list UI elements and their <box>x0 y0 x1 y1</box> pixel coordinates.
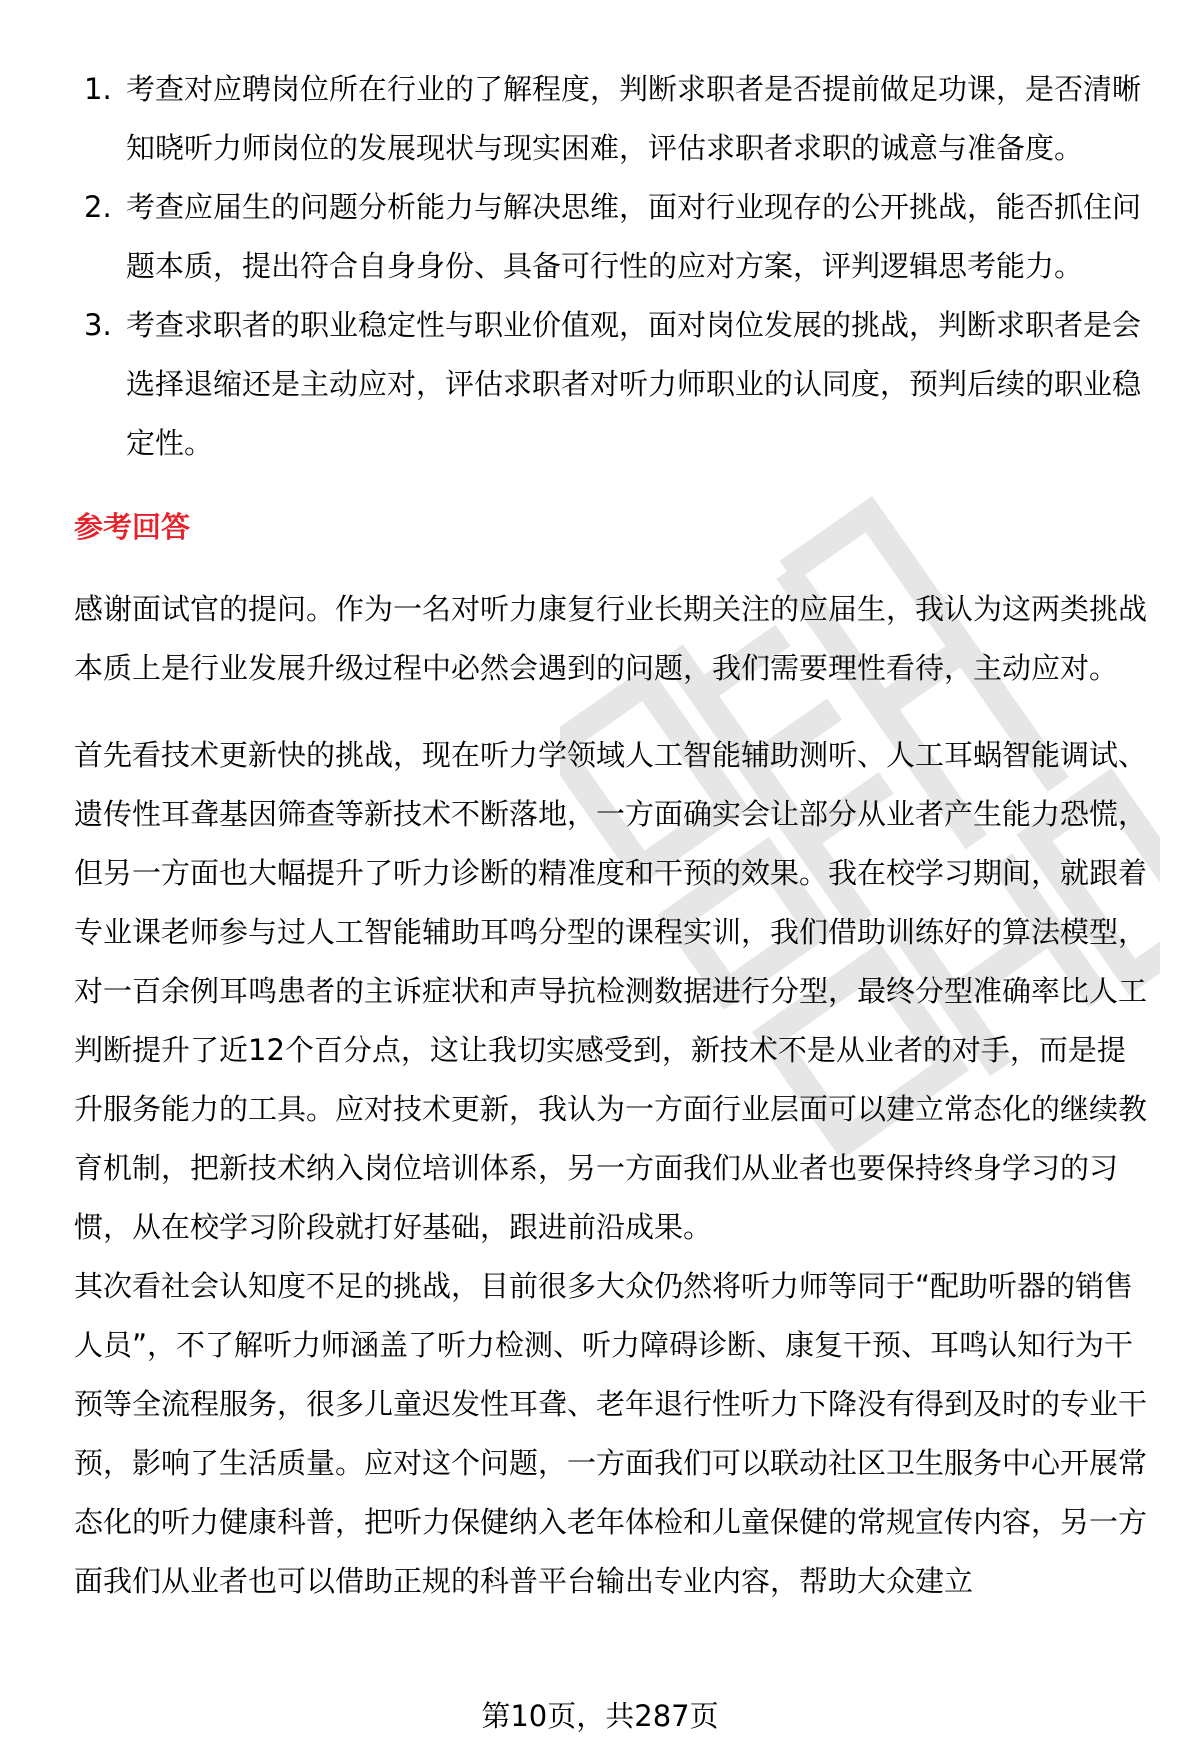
evaluation-points-list <box>74 60 1154 473</box>
page-number-footer: 第10页，共287页 <box>481 1699 719 1733</box>
list-item-text: 考查应届生的问题分析能力与解决思维，面对行业现存的公开挑战，能否抓住问题本质，提出符合自身身份、具备可行性的应对方案，评判逻辑思考能力。 <box>126 190 1142 283</box>
list-item-number: 2. <box>84 190 112 224</box>
list-item-text: 考查求职者的职业稳定性与职业价值观，面对岗位发展的挑战，判断求职者是会选择退缩还是主动应对，评估求职者对听力师职业的认同度，预判后续的职业稳定性。 <box>126 308 1142 460</box>
answer-paragraph-technology: 首先看技术更新快的挑战，现在听力学领域人工智能辅助测听、人工耳蜗智能调试、遗传性耳聋基因筛查等新技术不断落地，一方面确实会让部分从业者产生能力恐慌，但另一方面也大幅提升了听力诊断的精准度和干预的效果。我在校学习期间，就跟着专业课老师参与过人工智能辅助耳鸣分型的课程实训，我们借助训练好的算法模型，对一百余例耳鸣患者的主诉症状和声导抗检测数据进行分型，最终分型准确率比人工判断提升了近12个百分点，这让我切实感受到，新技术不是从业者的对手，而是提升服务能力的工具。应对技术更新，我认为一方面行业层面可以建立常态化的继续教育机制，把新技术纳入岗位培训体系，另一方面我们从业者也要保持终身学习的习惯，从在校学习阶段就打好基础，跟进前沿成果。 <box>74 738 1148 1244</box>
list-item-text: 考查对应聘岗位所在行业的了解程度，判断求职者是否提前做足功课，是否清晰知晓听力师岗位的发展现状与现实困难，评估求职者求职的诚意与准备度。 <box>126 72 1142 165</box>
document-body <box>74 60 1154 1611</box>
list-item <box>74 178 1154 296</box>
list-item <box>74 296 1154 473</box>
answer-paragraph-awareness: 其次看社会认知度不足的挑战，目前很多大众仍然将听力师等同于“配助听器的销售人员”，不了解听力师涵盖了听力检测、听力障碍诊断、康复干预、耳鸣认知行为干预等全流程服务，很多儿童迟发性耳聋、老年退行性听力下降没有得到及时的专业干预，影响了生活质量。应对这个问题，一方面我们可以联动社区卫生服务中心开展常态化的听力健康科普，把听力保健纳入老年体检和儿童保健的常规宣传内容，另一方面我们从业者也可以借助正规的科普平台输出专业内容，帮助大众建立 <box>74 1269 1148 1598</box>
list-item-number: 3. <box>84 308 112 342</box>
section-heading-reference-answer: 参考回答 <box>74 510 191 544</box>
answer-paragraph-intro: 感谢面试官的提问。作为一名对听力康复行业长期关注的应届生，我认为这两类挑战本质上是行业发展升级过程中必然会遇到的问题，我们需要理性看待，主动应对。 <box>74 592 1148 685</box>
list-item-number: 1. <box>84 72 112 106</box>
list-item <box>74 60 1154 178</box>
